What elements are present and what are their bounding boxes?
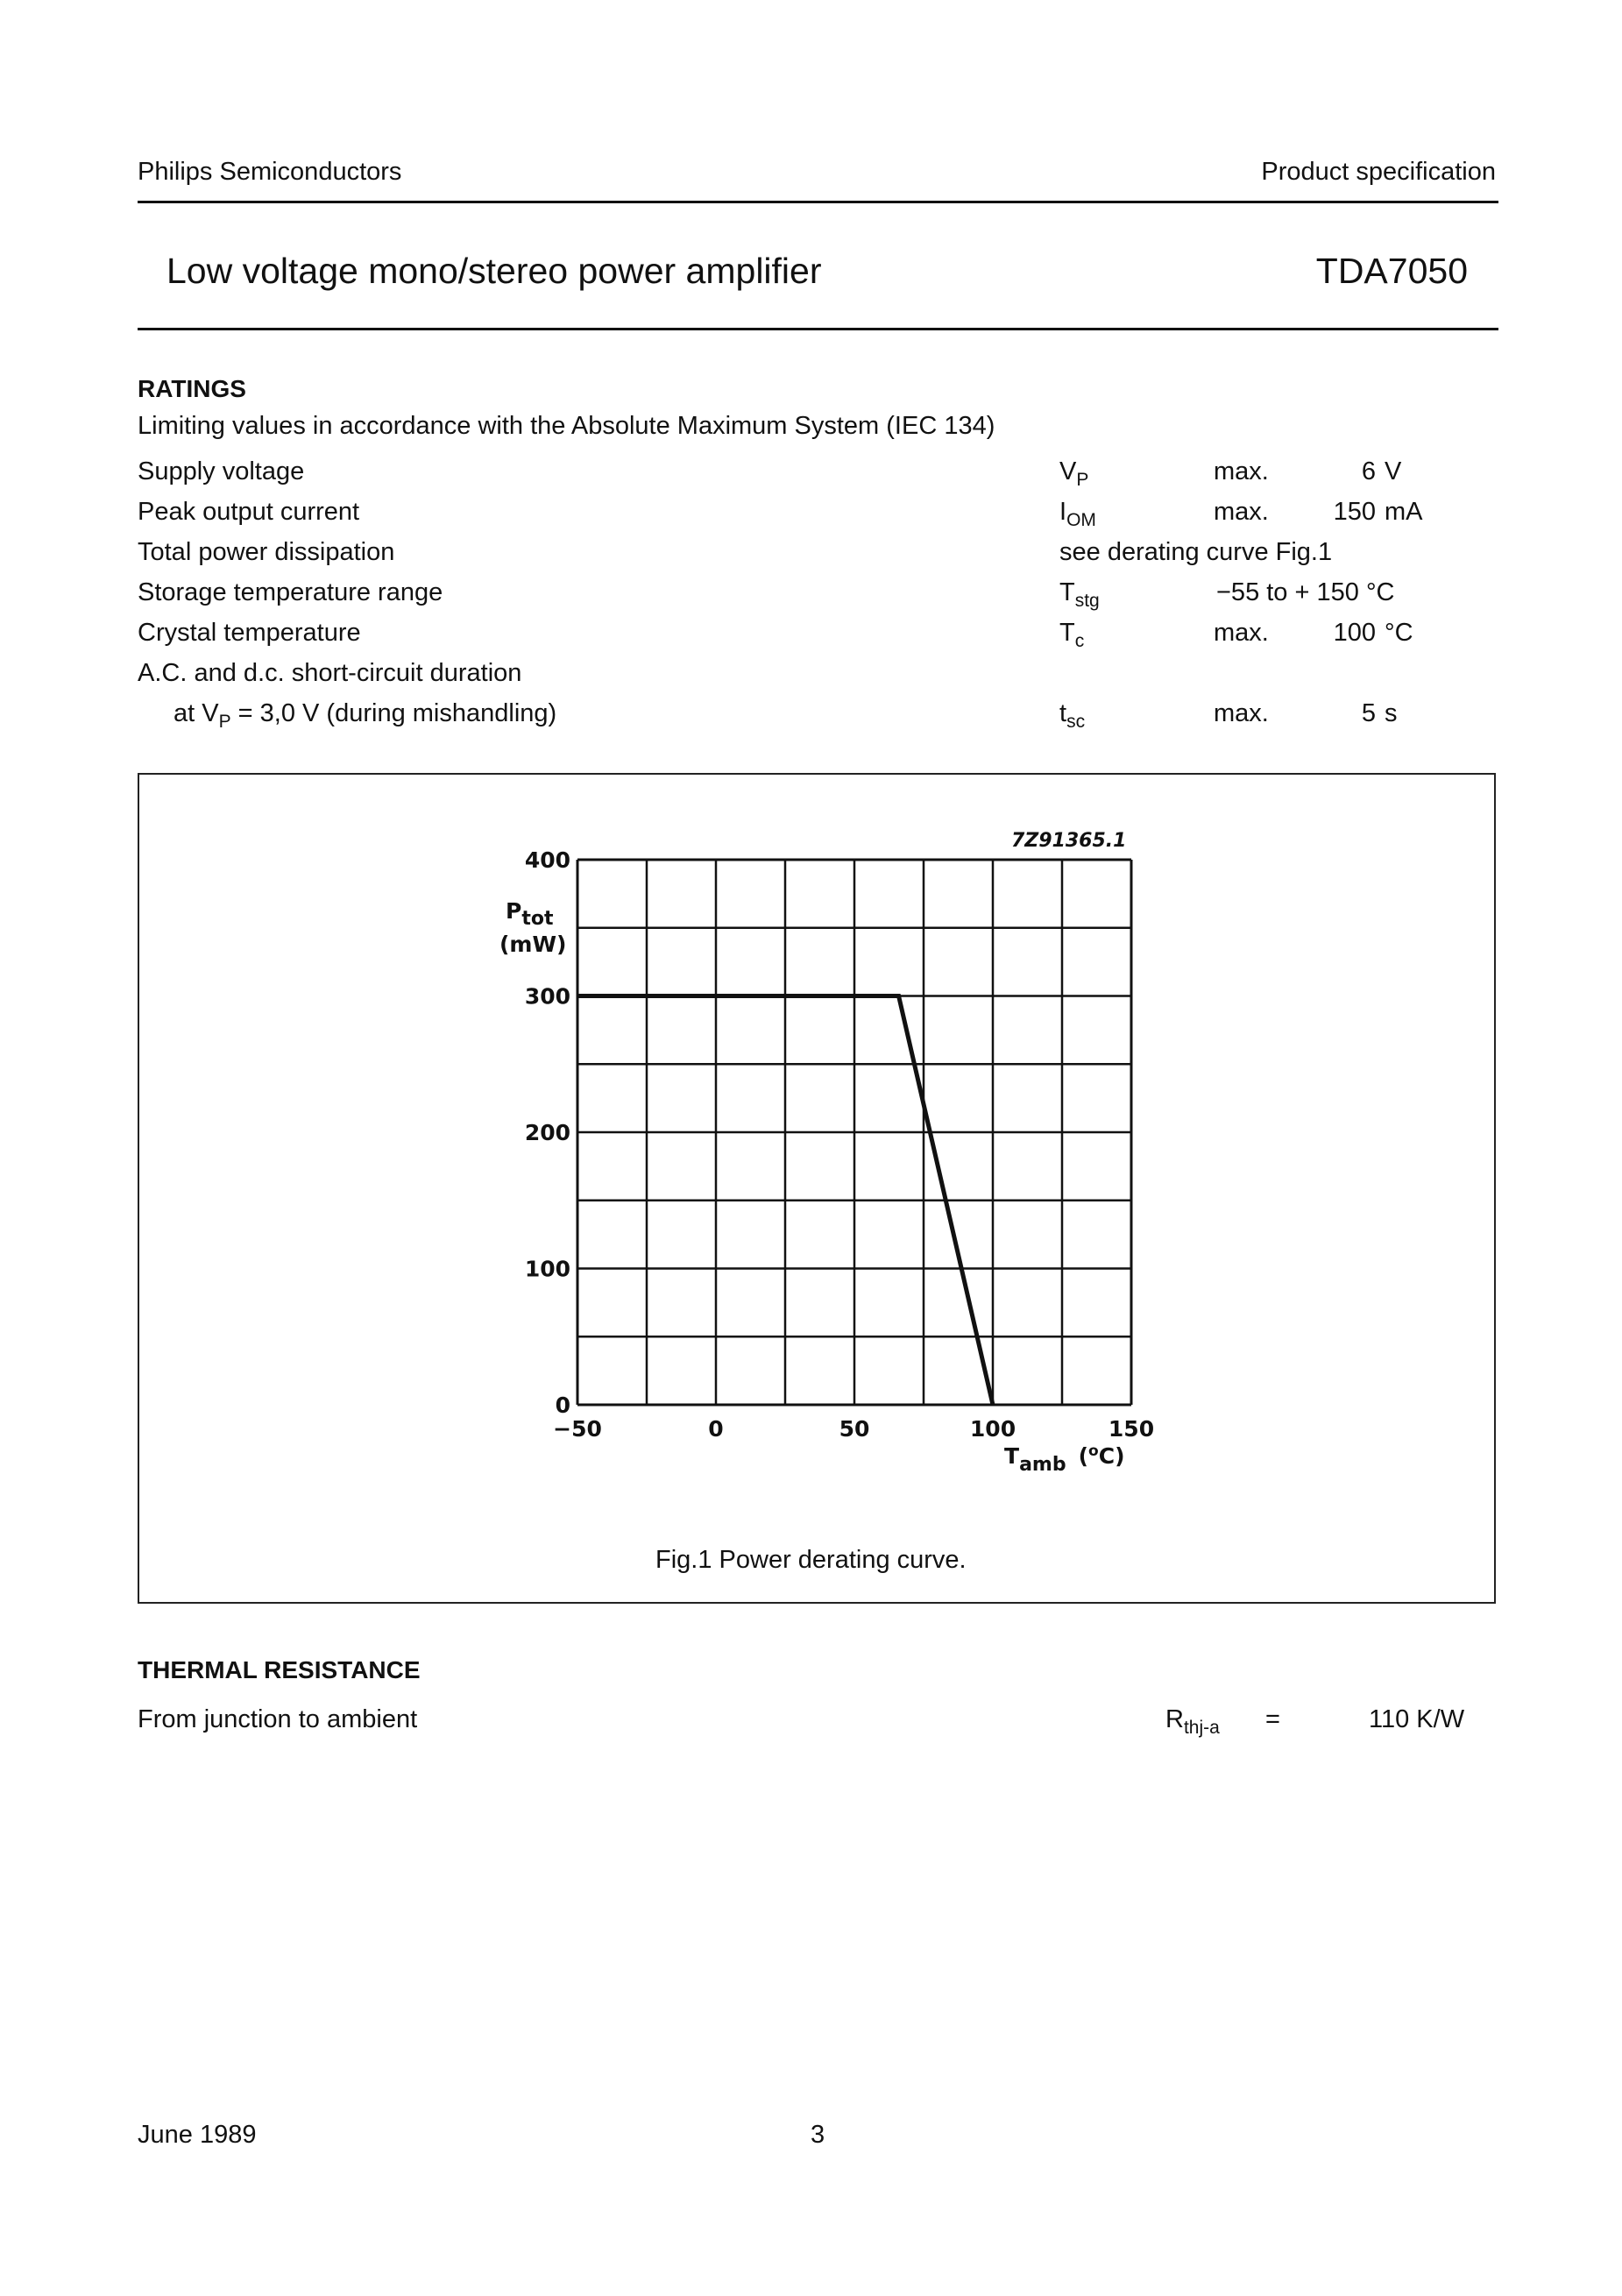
rating-range: −55 to + 150 °C [1216, 578, 1395, 606]
rating-note: see derating curve Fig.1 [1059, 538, 1333, 566]
thermal-equals: = [1265, 1705, 1280, 1733]
ratings-heading: RATINGS [138, 375, 246, 402]
rating-qualifier: max. [1214, 699, 1269, 727]
rating-param: at $V_P = 3,0$ V (during mishandling) [174, 699, 557, 732]
rating-qualifier: max. [1214, 619, 1269, 647]
page-number: 3 [811, 2121, 825, 2149]
rating-symbol: $t_{sc}$ [1059, 699, 1086, 732]
chart-ticks [525, 847, 1154, 1442]
thermal-value: 110 K/W [1369, 1705, 1465, 1733]
part-number: TDA7050 [1315, 251, 1468, 291]
rating-symbol: $T_{stg}$ [1059, 578, 1100, 611]
x-tick-label: 150 [1108, 1416, 1155, 1442]
y-tick-label: 200 [524, 1120, 570, 1145]
rating-unit: V [1385, 457, 1402, 485]
rating-value: 100 [1333, 619, 1376, 647]
rating-param: Supply voltage [138, 457, 305, 485]
rating-value: 5 [1361, 699, 1376, 727]
x-tick-label: 0 [708, 1416, 724, 1442]
rating-value: 150 [1333, 498, 1376, 526]
rating-param: Crystal temperature [138, 619, 361, 647]
figure-caption: Fig.1 Power derating curve. [655, 1546, 967, 1574]
thermal-param: From junction to ambient [138, 1705, 418, 1733]
rating-unit: °C [1385, 619, 1413, 647]
y-tick-label: 0 [555, 1392, 570, 1418]
footer-date: June 1989 [138, 2121, 257, 2149]
thermal-heading: THERMAL RESISTANCE [138, 1656, 421, 1683]
rating-value: 6 [1361, 457, 1376, 485]
rating-qualifier: max. [1214, 457, 1269, 485]
y-axis-label: Ptot [506, 898, 554, 930]
rating-param: Total power dissipation [138, 538, 395, 566]
rating-param: Storage temperature range [138, 578, 443, 606]
product-title: Low voltage mono/stereo power amplifier [166, 251, 822, 291]
rating-qualifier: max. [1214, 498, 1269, 526]
y-tick-label: 400 [524, 847, 570, 873]
y-tick-label: 100 [524, 1256, 570, 1282]
header-doc-type: Product specification [1261, 158, 1496, 186]
rating-param: Peak output current [138, 498, 360, 526]
rating-unit: s [1385, 699, 1398, 727]
chart-grid [577, 860, 1131, 1405]
rating-param: A.C. and d.c. short-circuit duration [138, 659, 522, 687]
rating-symbol: $V_P$ [1059, 457, 1089, 490]
rating-unit: mA [1385, 498, 1423, 526]
rating-symbol: $T_c$ [1059, 619, 1085, 651]
y-axis-unit: (mW) [499, 932, 567, 957]
x-axis-label: Tamb ($^o$C) [1004, 1442, 1125, 1476]
x-tick-label: 50 [839, 1416, 870, 1442]
figure-code: 7Z91365.1 [1011, 830, 1127, 852]
x-tick-label: −50 [553, 1416, 602, 1442]
y-tick-label: 300 [524, 983, 570, 1010]
header-company: Philips Semiconductors [138, 158, 402, 186]
rating-symbol: $I_{OM}$ [1059, 498, 1096, 530]
ratings-intro: Limiting values in accordance with the Absolute Maximum System (IEC 134) [138, 412, 995, 440]
x-tick-label: 100 [969, 1416, 1016, 1442]
thermal-symbol: $R_{thj-a}$ [1165, 1705, 1220, 1738]
